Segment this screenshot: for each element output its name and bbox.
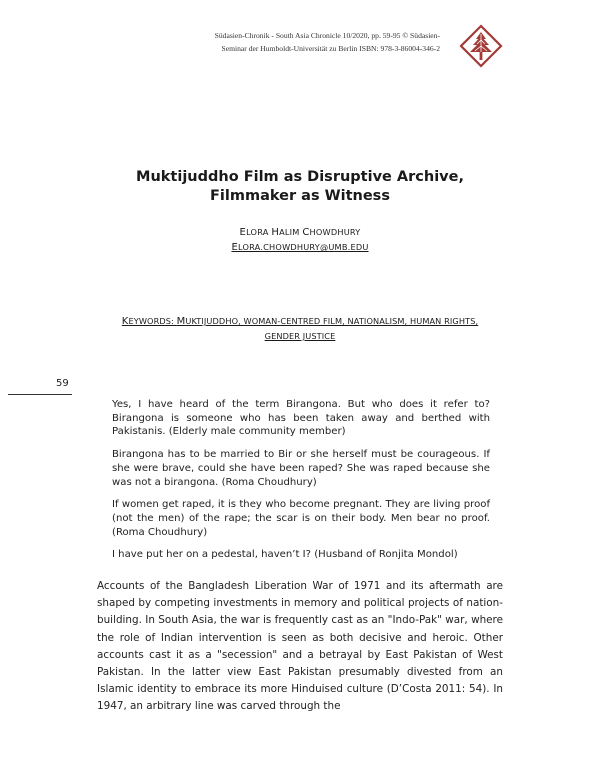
quote-2: Birangona has to be married to Bir or she herself must be courageous. If she were brave, could she have been raped? She was raped because she was not a birangona. (Roma Choudhury)	[112, 449, 490, 488]
body-paragraph: Accounts of the Bangladesh Liberation War of 1971 and its aftermath are shaped by competing investments in memory and political projects of nation-building. In South Asia, the war is frequently cast as an "Indo-Pak" war, where the role of Indian intervention is seen as both decisive and heroic. Other accounts cast it as a "secession" and a betrayal by East Pakistan of West Pakistan. In the latter view East Pakistan presumably divested from an Islamic identity to embrace its more Hinduised culture (D’Costa 2011: 54). In 1947, an arbitrary line was carved through the	[97, 580, 503, 713]
author-initial-e: E	[239, 227, 247, 238]
title-line-1: Muktijuddho Film as Disruptive Archive,	[136, 169, 464, 185]
keywords-label: EYWORDS:	[128, 316, 177, 326]
keywords-first-initial: M	[176, 316, 186, 327]
keywords-block	[90, 314, 510, 343]
keywords-initial: K	[121, 316, 129, 327]
author-last-rest: HOWDHURY	[309, 227, 361, 237]
epigraph-quotes	[112, 398, 490, 571]
page-number: 59	[56, 378, 69, 389]
author-block	[0, 225, 600, 255]
quote-1: Yes, I have heard of the term Birangona. But who does it refer to? Birangona is someone who has been taken away and berthed with Pakistanis. (Elderly male community member)	[112, 399, 490, 438]
keywords-line-1	[90, 314, 510, 329]
author-email-link[interactable]	[0, 240, 600, 255]
author-initial-h: H	[271, 227, 280, 238]
author-middle-rest: ALIM	[279, 227, 303, 237]
author-first-rest: LORA	[246, 227, 272, 237]
article-title	[0, 168, 600, 206]
journal-header	[140, 29, 440, 55]
journal-citation-line-2: Seminar der Humboldt-Universität zu Berlin ISBN: 978-3-86004-346-2	[221, 44, 440, 53]
author-initial-c: C	[302, 227, 310, 238]
keywords-line-2: GENDER JUSTICE	[264, 331, 336, 341]
quote-4: I have put her on a pedestal, haven’t I? (Husband of Ronjita Mondol)	[112, 549, 458, 561]
page-number-rule	[8, 394, 72, 395]
email-initial: E	[231, 242, 239, 253]
email-rest: LORA.CHOWDHURY@UMB.EDU	[238, 242, 369, 252]
keywords-list: UKTIJUDDHO, WOMAN-CENTRED FILM, NATIONALISM, HUMAN RIGHTS,	[185, 316, 479, 326]
journal-citation-line-1: Südasien-Chronik - South Asia Chronicle 10/2020, pp. 59-95 © Südasien-	[214, 31, 440, 40]
author-name	[0, 225, 600, 240]
title-line-2: Filmmaker as Witness	[210, 188, 390, 204]
tree-seal-icon	[459, 24, 503, 68]
quote-3: If women get raped, it is they who become pregnant. They are living proof (not the men) of the rape; the scar is on their body. Men bear no proof. (Roma Choudhury)	[112, 499, 490, 538]
